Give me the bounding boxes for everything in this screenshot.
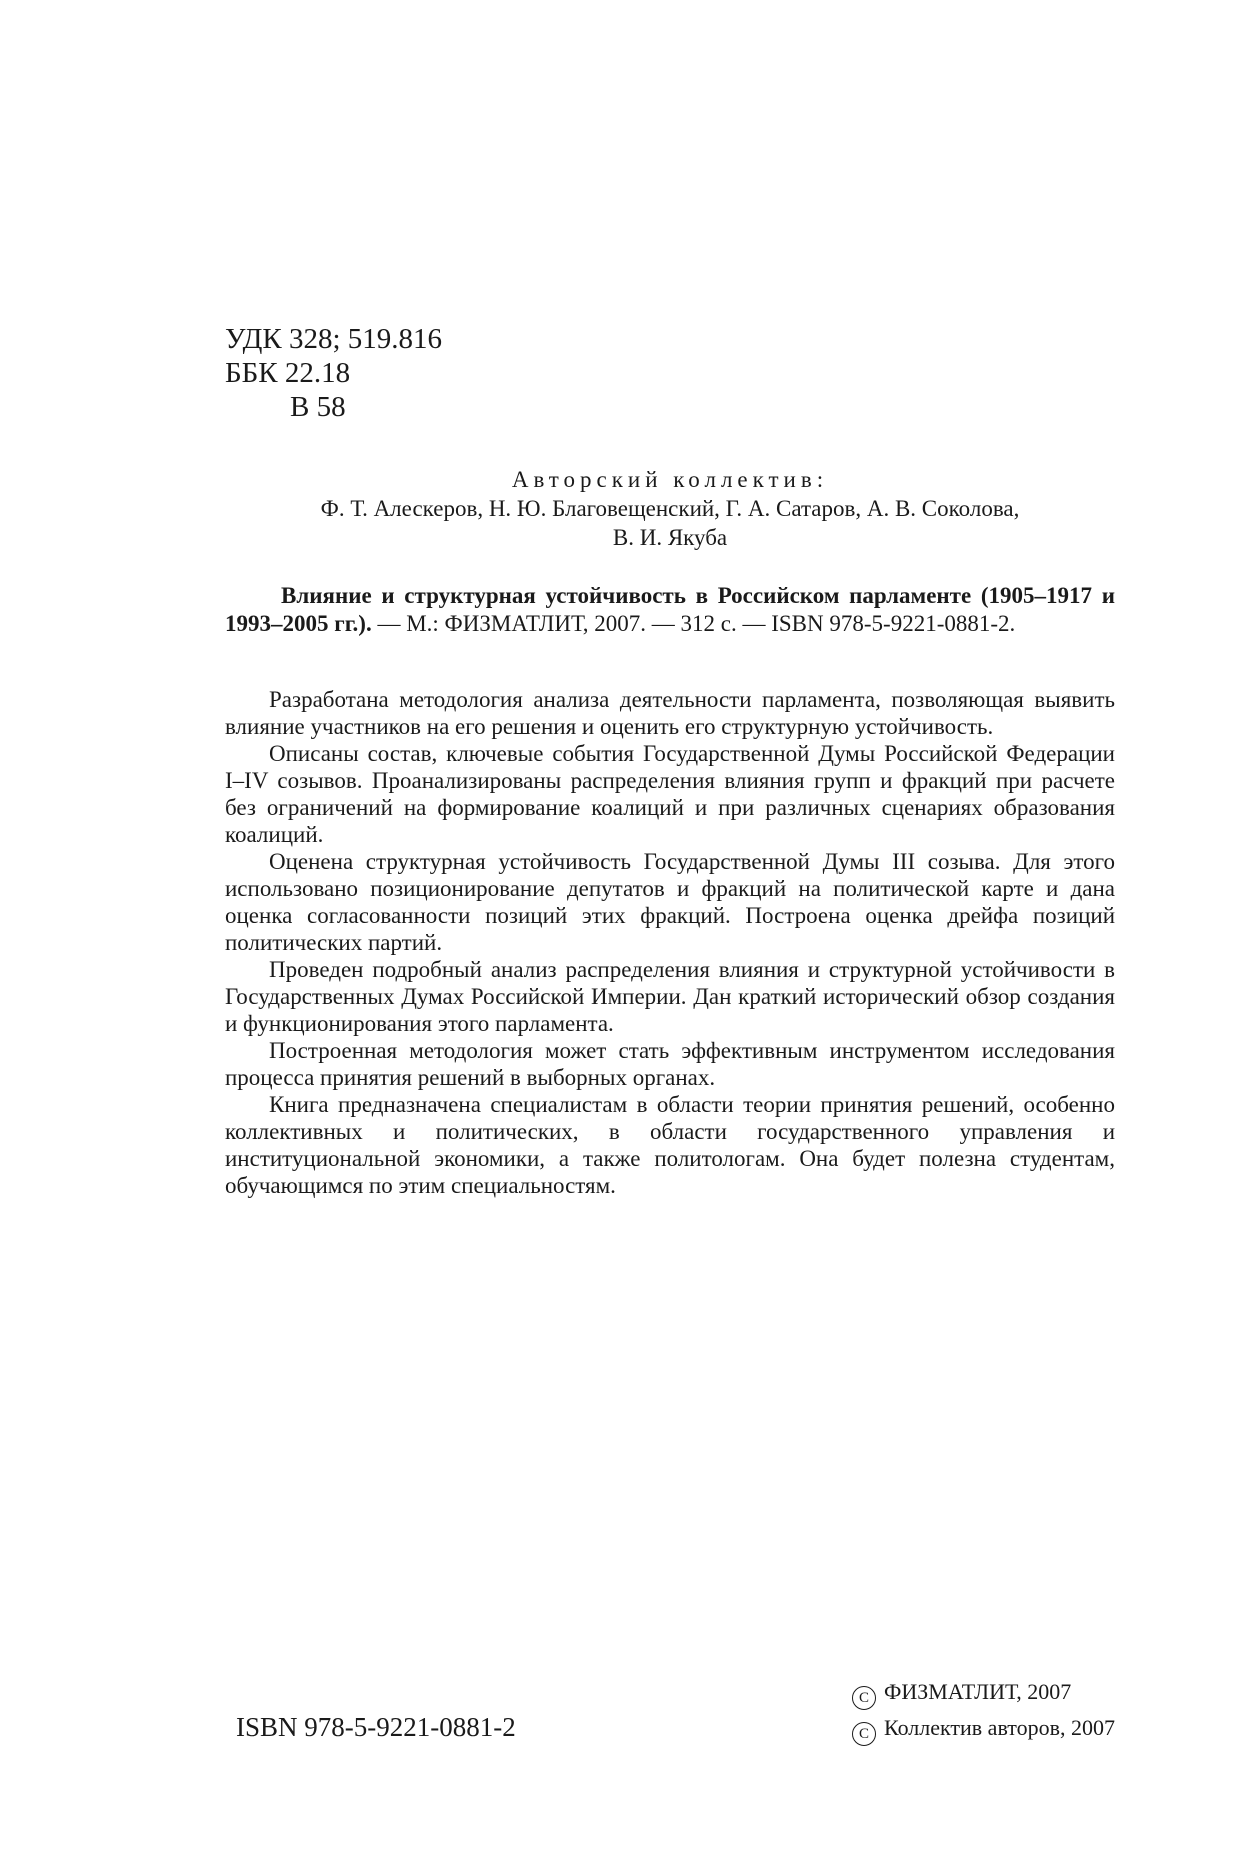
udk-code: УДК 328; 519.816	[225, 323, 443, 355]
bibliographic-record	[225, 582, 1115, 638]
copyright-icon: C	[852, 1722, 876, 1746]
copyright-publisher-row	[852, 1674, 1115, 1710]
imprint-details: — М.: ФИЗМАТЛИТ, 2007. — 312 с. — ISBN 978-5-9221-0881-2.	[371, 611, 1016, 636]
abstract-paragraph: Книга предназначена специалистам в области теории принятия решений, особенно коллективных и политических, в области государственного управления и институциональной экономики, а также политологам. Она будет полезна студентам, обучающимся по этим специальностям.	[225, 1092, 1115, 1198]
classification-codes	[225, 322, 442, 424]
copyright-publisher: ФИЗМАТЛИТ, 2007	[884, 1679, 1072, 1704]
abstract-paragraph: Оценена структурная устойчивость Государственной Думы III созыва. Для этого использовано позиционирование депутатов и фракций на политической карте и дана оценка согласованности позиций этих фракций. Построена оценка дрейфа позиций политических партий.	[225, 849, 1115, 955]
author-collective	[225, 465, 1115, 552]
abstract-paragraph: Построенная методология может стать эффективным инструментом исследования процесса принятия решений в выборных органах.	[225, 1038, 1115, 1090]
abstract-paragraph: Проведен подробный анализ распределения влияния и структурной устойчивости в Государственных Думах Российской Империи. Дан краткий исторический обзор создания и функционирования этого парламента.	[225, 957, 1115, 1036]
authors-caption: Авторский коллектив:	[511, 467, 829, 492]
copyright-icon: C	[852, 1686, 876, 1710]
abstract	[225, 686, 1115, 1199]
abstract-paragraph: Описаны состав, ключевые события Государственной Думы Российской Федерации I–IV созывов. Проанализированы распределения влияния групп и фракций при расчете без ограничений на формирование коалиций и при различных сценариях образования коалиций.	[225, 741, 1115, 847]
authors-names-line1: Ф. Т. Алескеров, Н. Ю. Благовещенский, Г. А. Сатаров, А. В. Соколова,	[320, 496, 1020, 521]
abstract-paragraph: Разработана методология анализа деятельности парламента, позволяющая выявить влияние участников на его решения и оценить его структурную устойчивость.	[225, 687, 1115, 739]
isbn-footer: ISBN 978-5-9221-0881-2	[236, 1712, 516, 1742]
copyright-authors: Коллектив авторов, 2007	[884, 1715, 1115, 1740]
author-sign: В 58	[290, 391, 346, 423]
copyright-block	[852, 1674, 1115, 1746]
copyright-authors-row	[852, 1710, 1115, 1746]
authors-names-line2: В. И. Якуба	[612, 525, 728, 550]
book-title: Влияние и структурная устойчивость в Российском парламенте (1905–1917 и 1993–2005 гг.).	[225, 583, 1115, 636]
bbk-code: ББК 22.18	[225, 357, 351, 389]
